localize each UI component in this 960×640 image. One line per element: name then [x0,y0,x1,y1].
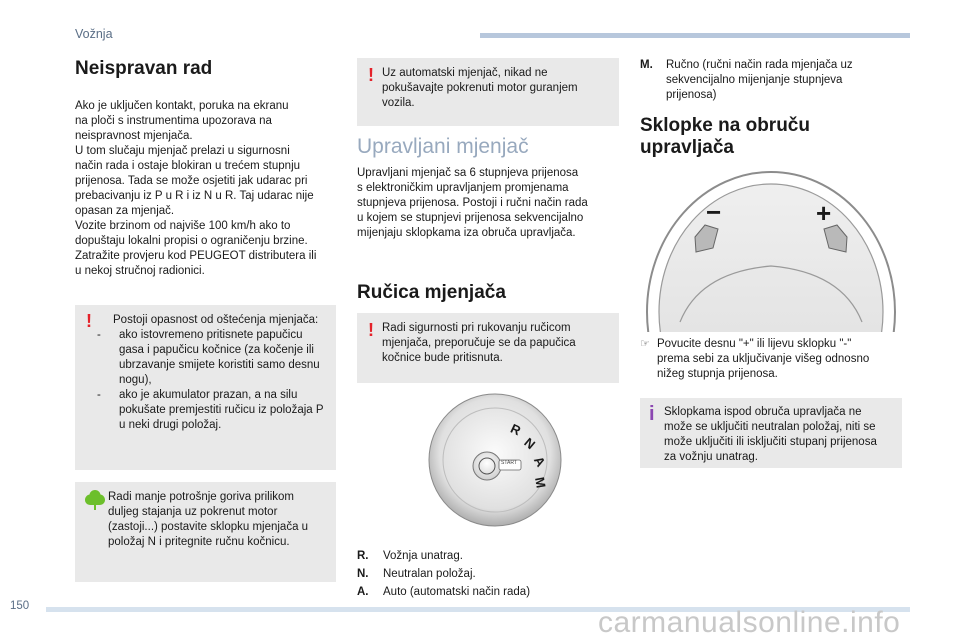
gear-modes-list [357,549,619,600]
paddle-instruction-text: Povucite desnu "+" ili lijevu sklopku "-" prema sebi za uključivanje višeg odnosno nižeg stupnja prijenosa. [657,338,870,380]
info-note-box [640,398,902,468]
knob-letter-r: R [508,420,524,439]
paddles-title: Sklopke na obruču upravljača [640,115,810,158]
paddle-minus-label: − [706,197,722,227]
eco-note-box [75,482,336,582]
warning-icon: ! [368,320,374,340]
push-start-warning-text: Uz automatski mjenjač, nikad ne pokušavajte pokrenuti motor guranjem vozila. [382,67,578,109]
paddle-plus-label: + [816,198,832,228]
info-note-text: Sklopkama ispod obruča upravljača ne može se uključiti neutralan položaj, niti se može uključiti ili isključiti stupanj prijenosa za vožnju unatrag. [664,406,877,463]
knob-letter-m: M [532,475,549,490]
mode-item-n: N. Neutralan položaj. [357,568,476,580]
mode-item-m: M. Ručno (ručni način rada mjenjača uz sekvencijalno mijenjanje stupnjeva prijenosa) [640,59,853,101]
arrow-bullet-icon: ☞ [640,338,650,350]
mode-item-r: R. Vožnja unatrag. [357,550,463,562]
warning-item: - ako istovremeno pritisnete papučicu gasa i papučicu kočnice (za kočenje ili ubrzavanje smijete koristiti samo desnu nogu), [97,329,320,386]
gear-lever-title: Ručica mjenjača [357,282,506,303]
warning-intro: Postoji opasnost od oštećenja mjenjača: [113,314,319,326]
fault-paragraph: Ako je uključen kontakt, poruka na ekranu na ploči s instrumentima upozorava na neispravnost mjenjača. U tom slučaju mjenjač prelazi u sigurnosni način rada i ostaje blokiran u trećem stupnju prijenosa. Tada se može osjetiti jak udarac pri prebacivanju iz P u R i iz N u R. Taj udarac nije opasan za mjenjač. Vozite brzinom od najviše 100 km/h ako to dopuštaju lokalni propisi o ograničenju brzine. Zatražite provjeru kod PEUGEOT distributera ili u nekoj stručnoj radionici. [75,100,317,277]
warning-box-damage [75,305,336,470]
managed-gearbox-paragraph: Upravljani mjenjač sa 6 stupnjeva prijenosa s elektroničkim upravljanjem promjenama stupnjeva prijenosa. Postoji i ručni način rada u kojem se stupnjevi prijenosa sekvencijalno mijenjaju sklopkama iza obruča upravljača. [357,167,588,239]
knob-letter-a: A [530,453,549,470]
page-number: 150 [10,600,30,612]
mode-item-a: A. Auto (automatski način rada) [357,586,531,598]
warning-icon: ! [86,311,92,331]
gear-selector-illustration [425,390,565,530]
knob-letter-n: N [521,434,539,453]
eco-note-text: Radi manje potrošnje goriva prilikom duljeg stajanja uz pokrenut motor (zastoji...) postavite sklopku mjenjača u položaj N i pritegnite ručnu kočnicu. [108,491,309,548]
warning-box-push-start [357,58,619,126]
header-bar [480,33,910,38]
eco-tree-icon [83,488,107,512]
page-title: Neispravan rad [75,58,213,79]
safety-note-box [357,313,619,383]
start-button-label: START [501,460,517,466]
safety-note-text: Radi sigurnosti pri rukovanju ručicom mjenjača, preporučuje se da papučica kočnice bude pritisnuta. [382,322,576,364]
warning-item: - ako je akumulator prazan, a na silu pokušate premjestiti ručicu iz položaja P u neki drugi položaj. [97,389,324,431]
steering-wheel-icon [640,162,902,332]
watermark: carmanualsonline.info [598,606,901,639]
section-title-managed-gearbox: Upravljani mjenjač [357,135,529,158]
warning-icon: ! [368,65,374,85]
info-icon: i [649,403,655,425]
steering-wheel-illustration [640,162,902,332]
section-header: Vožnja [75,27,113,41]
